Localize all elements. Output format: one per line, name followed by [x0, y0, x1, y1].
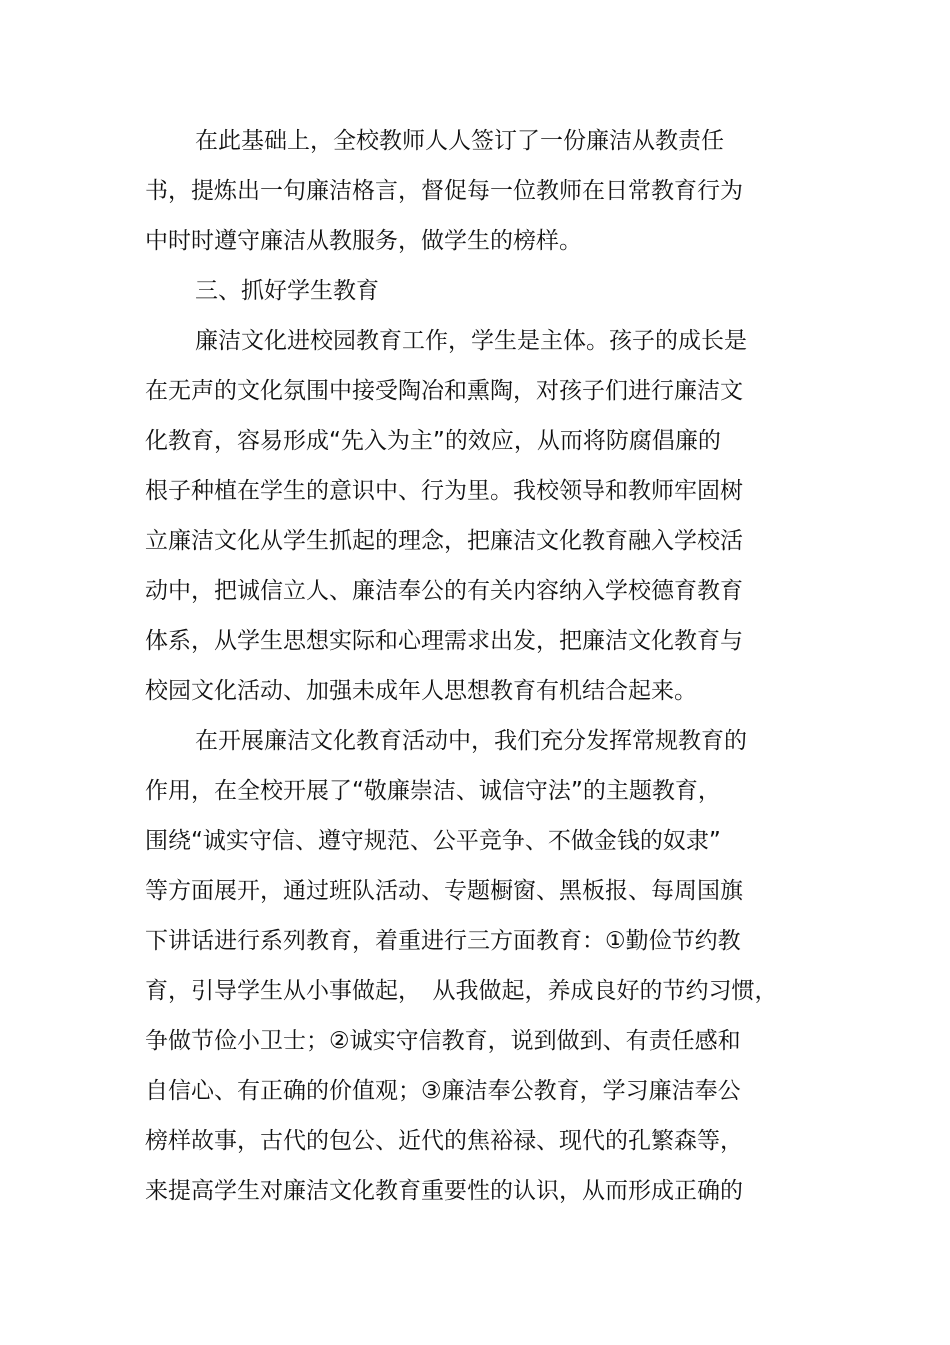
- paragraph-line: 在开展廉洁文化教育活动中，我们充分发挥常规教育的: [195, 728, 747, 754]
- paragraph-line: 等方面展开，通过班队活动、专题橱窗、黑板报、每周国旗: [145, 878, 743, 904]
- paragraph-line: 作用，在全校开展了“敬廉崇洁、诚信守法”的主题教育，: [145, 778, 721, 804]
- paragraph-line: 围绕“诚实守信、遵守规范、公平竞争、不做金钱的奴隶”: [145, 828, 721, 854]
- paragraph-line: 在无声的文化氛围中接受陶冶和熏陶，对孩子们进行廉洁文: [145, 378, 743, 404]
- paragraph-line: 榜样故事，古代的包公、近代的焦裕禄、现代的孔繁森等，: [145, 1128, 743, 1154]
- paragraph-line: 化教育，容易形成“先入为主”的效应，从而将防腐倡廉的: [145, 428, 721, 454]
- paragraph-line: 下讲话进行系列教育，着重进行三方面教育：①勤俭节约教: [145, 928, 741, 954]
- paragraph-line: 争做节俭小卫士；②诚实守信教育，说到做到、有责任感和: [145, 1028, 741, 1054]
- paragraph-line: 书，提炼出一句廉洁格言，督促每一位教师在日常教育行为: [145, 178, 743, 204]
- paragraph-line: 动中，把诚信立人、廉洁奉公的有关内容纳入学校德育教育: [145, 578, 743, 604]
- paragraph-line: 根子种植在学生的意识中、行为里。我校领导和教师牢固树: [145, 478, 743, 504]
- paragraph-line: 中时时遵守廉洁从教服务，做学生的榜样。: [145, 228, 582, 254]
- paragraph-line: 在此基础上，全校教师人人签订了一份廉洁从教责任: [195, 128, 724, 154]
- section-heading: 三、抓好学生教育: [195, 278, 379, 304]
- paragraph-line: 来提高学生对廉洁文化教育重要性的认识，从而形成正确的: [145, 1178, 743, 1204]
- paragraph-line: 立廉洁文化从学生抓起的理念，把廉洁文化教育融入学校活: [145, 528, 743, 554]
- paragraph-line: 校园文化活动、加强未成年人思想教育有机结合起来。: [145, 678, 697, 704]
- paragraph-line: 自信心、有正确的价值观；③廉洁奉公教育，学习廉洁奉公: [145, 1078, 741, 1104]
- paragraph-line: 廉洁文化进校园教育工作，学生是主体。孩子的成长是: [195, 328, 747, 354]
- paragraph-line: 体系，从学生思想实际和心理需求出发，把廉洁文化教育与: [145, 628, 743, 654]
- paragraph-line: 育，引导学生从小事做起， 从我做起，养成良好的节约习惯，: [145, 978, 778, 1004]
